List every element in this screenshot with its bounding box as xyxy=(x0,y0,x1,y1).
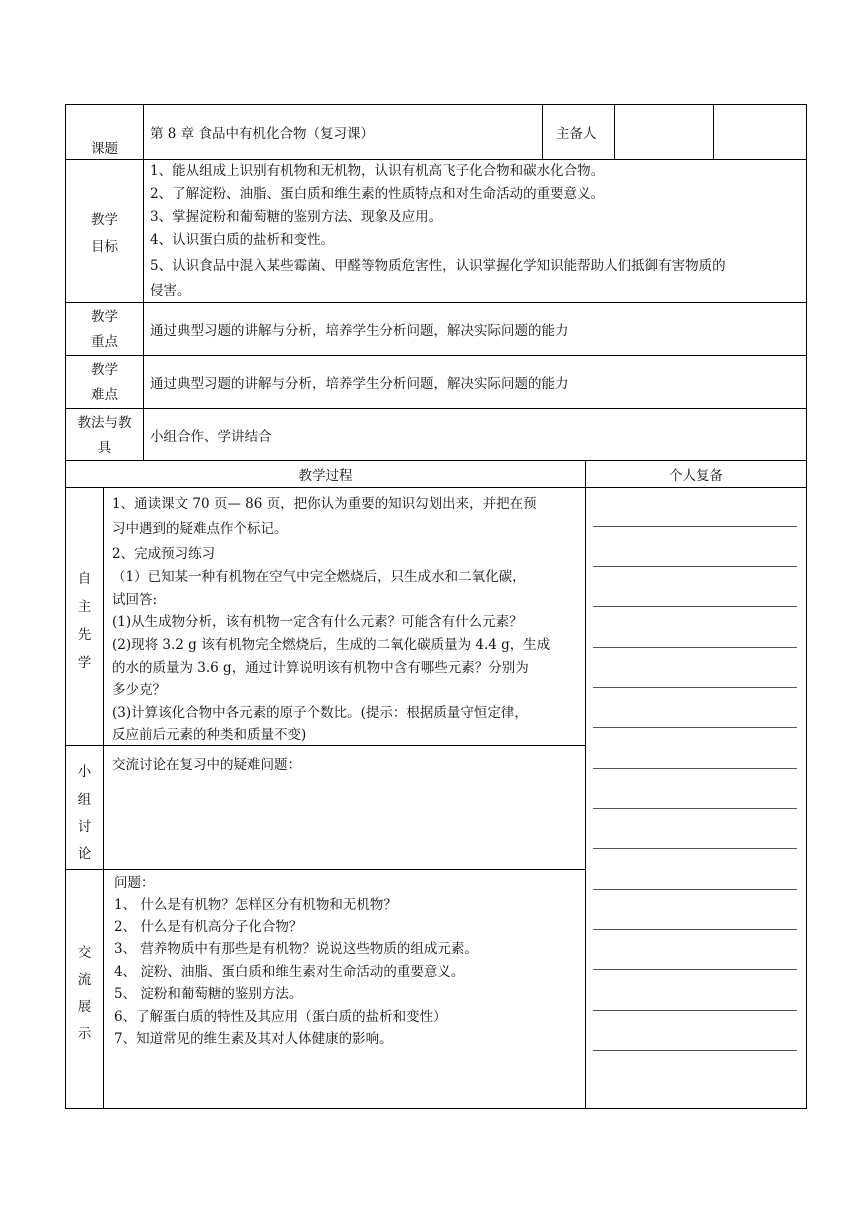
exchange-line: 1、 什么是有机物？怎样区分有机物和无机物？ xyxy=(114,897,397,913)
self-study-line: 1、通读课文 70 页— 86 页，把你认为重要的知识勾划出来，并把在预 xyxy=(112,496,537,512)
difficulties-text: 通过典型习题的讲解与分析，培养学生分析问题，解决实际问题的能力 xyxy=(150,376,569,392)
topic-label: 课题 xyxy=(91,141,118,157)
exchange-line: 4、 淀粉、油脂、蛋白质和维生素对生命活动的重要意义。 xyxy=(114,964,465,980)
self-study-line: (3)计算该化合物中各元素的原子个数比。(提示：根据质量守恒定律， xyxy=(112,705,528,721)
self-study-line: 试回答: xyxy=(112,592,158,608)
keypoints-label-line1: 教学 xyxy=(91,309,118,325)
self-study-line: 多少克？ xyxy=(112,682,166,698)
exchange-line: 问题： xyxy=(114,875,155,891)
exchange-label-char: 示 xyxy=(77,1026,92,1042)
self-study-label-char: 主 xyxy=(77,599,92,615)
preparer-label: 主备人 xyxy=(556,126,597,142)
difficulties-label-line2: 难点 xyxy=(91,387,118,403)
note-line[interactable] xyxy=(593,929,797,930)
goals-label-line1: 教学 xyxy=(91,212,118,228)
keypoints-text: 通过典型习题的讲解与分析，培养学生分析问题，解决实际问题的能力 xyxy=(150,323,569,339)
group-text: 交流讨论在复习中的疑难问题： xyxy=(112,757,301,773)
self-study-line: (1)从生成物分析，该有机物一定含有什么元素？可能含有什么元素？ xyxy=(112,614,523,630)
goal-item: 2、了解淀粉、油脂、蛋白质和维生素的性质特点和对生命活动的重要意义。 xyxy=(150,186,605,202)
methods-label-line1: 教法与教 xyxy=(77,415,132,431)
exchange-label-char: 展 xyxy=(77,999,92,1015)
group-label-char: 组 xyxy=(77,792,92,808)
note-line[interactable] xyxy=(593,768,797,769)
note-line[interactable] xyxy=(593,1010,797,1011)
exchange-line: 2、 什么是有机高分子化合物？ xyxy=(114,919,303,935)
difficulties-label-line1: 教学 xyxy=(91,362,118,378)
self-study-line: 2、完成预习练习 xyxy=(112,546,216,562)
exchange-line: 7、知道常见的维生素及其对人体健康的影响。 xyxy=(114,1031,393,1047)
goal-item: 4、认识蛋白质的盐析和变性。 xyxy=(150,232,335,248)
note-line[interactable] xyxy=(593,606,797,607)
exchange-label-char: 流 xyxy=(77,972,92,988)
goal-item: 侵害。 xyxy=(150,283,191,299)
methods-label-line2: 具 xyxy=(97,440,112,456)
group-label-char: 小 xyxy=(77,764,92,780)
note-line[interactable] xyxy=(593,566,797,567)
exchange-label-char: 交 xyxy=(77,945,92,961)
self-study-line: (2)现将 3.2 g 该有机物完全燃烧后，生成的二氧化碳质量为 4.4 g，生成 xyxy=(112,637,551,653)
note-line[interactable] xyxy=(593,647,797,648)
group-label-char: 论 xyxy=(77,846,92,862)
self-study-line: 的水的质量为 3.6 g，通过计算说明该有机物中含有哪些元素？分别为 xyxy=(112,660,529,676)
goals-label-line2: 目标 xyxy=(91,239,118,255)
note-line[interactable] xyxy=(593,969,797,970)
note-line[interactable] xyxy=(593,687,797,688)
extra-cell[interactable] xyxy=(714,105,806,158)
process-header: 教学过程 xyxy=(298,468,353,484)
note-line[interactable] xyxy=(593,526,797,527)
exchange-line: 3、 营养物质中有那些是有机物？说说这些物质的组成元素。 xyxy=(114,941,478,957)
preparer-value-cell[interactable] xyxy=(615,105,712,158)
note-line[interactable] xyxy=(593,889,797,890)
topic-value: 第 8 章 食品中有机化合物（复习课） xyxy=(150,126,374,142)
personal-prep-header: 个人复备 xyxy=(669,468,723,484)
self-study-line: （1）已知某一种有机物在空气中完全燃烧后，只生成水和二氧化碳， xyxy=(112,569,526,585)
self-study-label-char: 自 xyxy=(77,571,92,587)
self-study-line: 反应前后元素的种类和质量不变) xyxy=(112,727,307,743)
self-study-label-char: 学 xyxy=(77,655,92,671)
goal-item: 3、掌握淀粉和葡萄糖的鉴别方法、现象及应用。 xyxy=(150,209,443,225)
self-study-label-char: 先 xyxy=(77,627,92,643)
exchange-line: 5、 淀粉和葡萄糖的鉴别方法。 xyxy=(114,986,303,1002)
keypoints-label-line2: 重点 xyxy=(91,334,118,350)
self-study-line: 习中遇到的疑难点作个标记。 xyxy=(112,521,288,537)
group-label-char: 讨 xyxy=(77,819,92,835)
note-line[interactable] xyxy=(593,1050,797,1051)
exchange-line: 6、了解蛋白质的特性及其应用（蛋白质的盐析和变性） xyxy=(114,1009,447,1025)
goal-item: 1、能从组成上识别有机物和无机物，认识有机高飞子化合物和碳水化合物。 xyxy=(150,163,605,179)
note-line[interactable] xyxy=(593,848,797,849)
methods-text: 小组合作、学讲结合 xyxy=(150,429,272,445)
goal-item: 5、认识食品中混入某些霉菌、甲醛等物质危害性，认识掌握化学知识能帮助人们抵御有害物质的 xyxy=(150,258,726,274)
note-line[interactable] xyxy=(593,727,797,728)
note-line[interactable] xyxy=(593,808,797,809)
